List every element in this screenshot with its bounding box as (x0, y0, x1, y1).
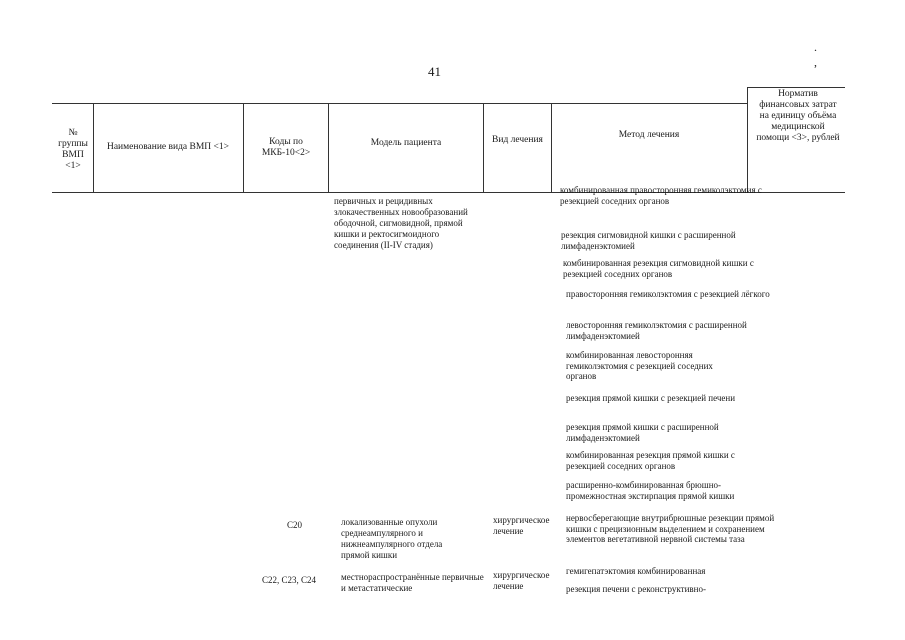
header-treatment-type: Вид лечения (492, 135, 543, 145)
row-2-method-1: нервосберегающие внутрибрюшные резекции прямой кишки с прецизионным выделением и сохранением элементов вегетативной нервной системы таза (566, 513, 775, 544)
row-3-method-1: гемигепатэктомия комбинированная (566, 566, 706, 576)
col-divider-1 (93, 103, 94, 192)
row-1-patient-model: первичных и рецидивных злокачественных новообразований ободочной, сигмовидной, прямой кишки и ректосигмоидного соединения (II-IV стадия) (334, 196, 468, 250)
row-1-method-2: резекция сигмовидной кишки с расширенной лимфаденэктомией (561, 230, 736, 251)
col-divider-2 (243, 103, 244, 192)
table-top-rule (52, 103, 747, 104)
header-financial-norm: Норматив финансовых затрат на единицу объёма медицинской помощи <3>, рублей (756, 89, 840, 143)
header-group-number: № группы ВМП <1> (58, 128, 88, 171)
row-1-method-5: левосторонняя гемиколэктомия с расширенной лимфаденэктомией (566, 320, 747, 341)
row-2-treatment-type: хирургическое лечение (493, 515, 550, 536)
header-top-rule-right (747, 87, 845, 88)
row-1-method-7: резекция прямой кишки с резекцией печени (566, 393, 736, 403)
row-1-method-6: комбинированная левосторонняя гемиколэктомия с резекцией соседних органов (566, 350, 713, 381)
row-1-method-1: комбинированная правосторонняя гемиколэктомия с резекцией соседних органов (560, 185, 762, 206)
header-vmp-name: Наименование вида ВМП <1> (106, 142, 230, 152)
row-3-treatment-type: хирургическое лечение (493, 570, 550, 591)
header-treatment-method: Метод лечения (618, 130, 680, 140)
row-1-method-4: правосторонняя гемиколэктомия с резекцией лёгкого (566, 289, 770, 299)
header-patient-model: Модель пациента (370, 138, 442, 148)
col-divider-4 (483, 103, 484, 192)
col-divider-5 (551, 103, 552, 192)
row-2-icd-code: С20 (287, 520, 303, 530)
col-divider-3 (328, 103, 329, 192)
corner-mark: . , (814, 40, 847, 69)
page-number: 41 (428, 64, 441, 79)
row-1-method-9: комбинированная резекция прямой кишки с резекцией соседних органов (566, 450, 735, 471)
row-3-method-2: резекция печени с реконструктивно- (566, 584, 706, 594)
row-3-patient-model: местнораспространённые первичные и метастатические (341, 572, 484, 593)
row-2-patient-model: локализованные опухоли среднеампулярного и нижнеампулярного отдела прямой кишки (341, 517, 443, 560)
row-1-method-10: расширенно-комбинированная брюшно-промежностная экстирпация прямой кишки (566, 480, 735, 501)
col-divider-6 (747, 87, 748, 192)
header-icd-codes: Коды по МКБ-10<2> (261, 137, 311, 158)
row-1-method-8: резекция прямой кишки с расширенной лимфаденэктомией (566, 422, 719, 443)
row-1-method-3: комбинированная резекция сигмовидной кишки с резекцией соседних органов (563, 258, 754, 279)
row-3-icd-code: С22, С23, С24 (262, 575, 317, 585)
